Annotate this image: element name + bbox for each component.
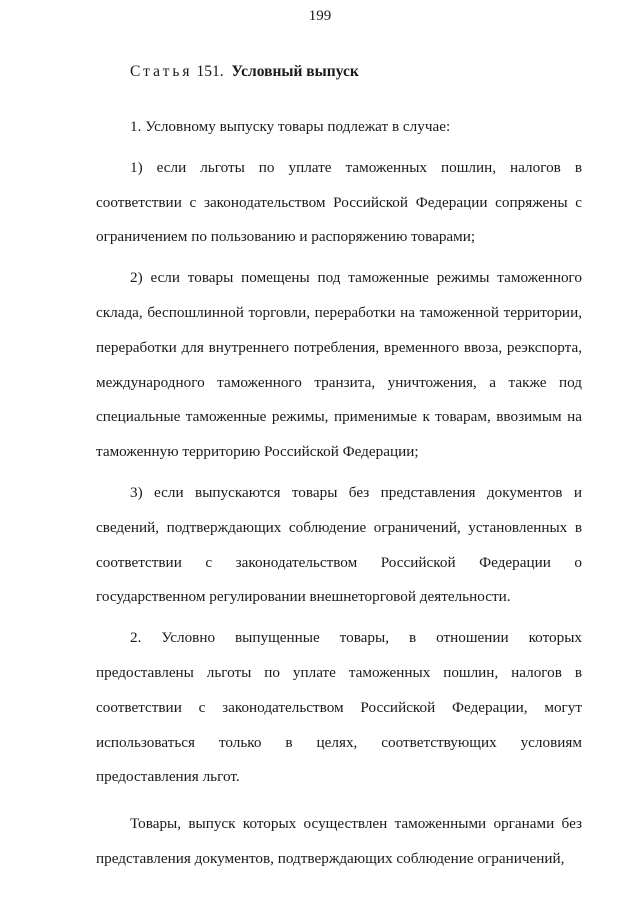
paragraph-item-2: 2) если товары помещены под таможенные режимы таможенного склада, беспошлинной торговли, переработки на таможенной территории, переработки для внутреннего потребления, временного ввоза, реэкспорта, международного таможенного транзита, уничтожения, а также под специальные таможенные режимы, применимые к товарам, ввозимым на таможенную территорию Российской Федерации; — [96, 269, 582, 461]
page-number: 199 — [308, 8, 332, 24]
article-number: 151. — [196, 63, 224, 80]
paragraph-goods: Товары, выпуск которых осуществлен таможенными органами без представления документов, подтверждающих соблюдение ограничений, — [96, 815, 582, 867]
article-label: Статья — [130, 63, 193, 80]
article-heading — [130, 60, 582, 84]
paragraph-item-3: 3) если выпускаются товары без представления документов и сведений, подтверждающих соблюдение ограничений, установленных в соответствии с законодательством Российской Федерации о государственном регулировании внешнеторговой деятельности. — [96, 483, 582, 606]
paragraph-section-2: 2. Условно выпущенные товары, в отношении которых предоставлены льготы по уплате таможенных пошлин, налогов в соответствии с законодательством Российской Федерации, могут использоваться только в целях, соответствующих условиям предоставления льгот. — [96, 629, 582, 786]
paragraph-intro: 1. Условному выпуску товары подлежат в случае: — [130, 118, 451, 135]
article-title: Условный выпуск — [231, 63, 359, 80]
paragraph-item-1: 1) если льготы по уплате таможенных пошлин, налогов в соответствии с законодательством Российской Федерации сопряжены с ограничением по пользованию и распоряжению товарами; — [96, 158, 582, 246]
document-body — [96, 60, 582, 877]
